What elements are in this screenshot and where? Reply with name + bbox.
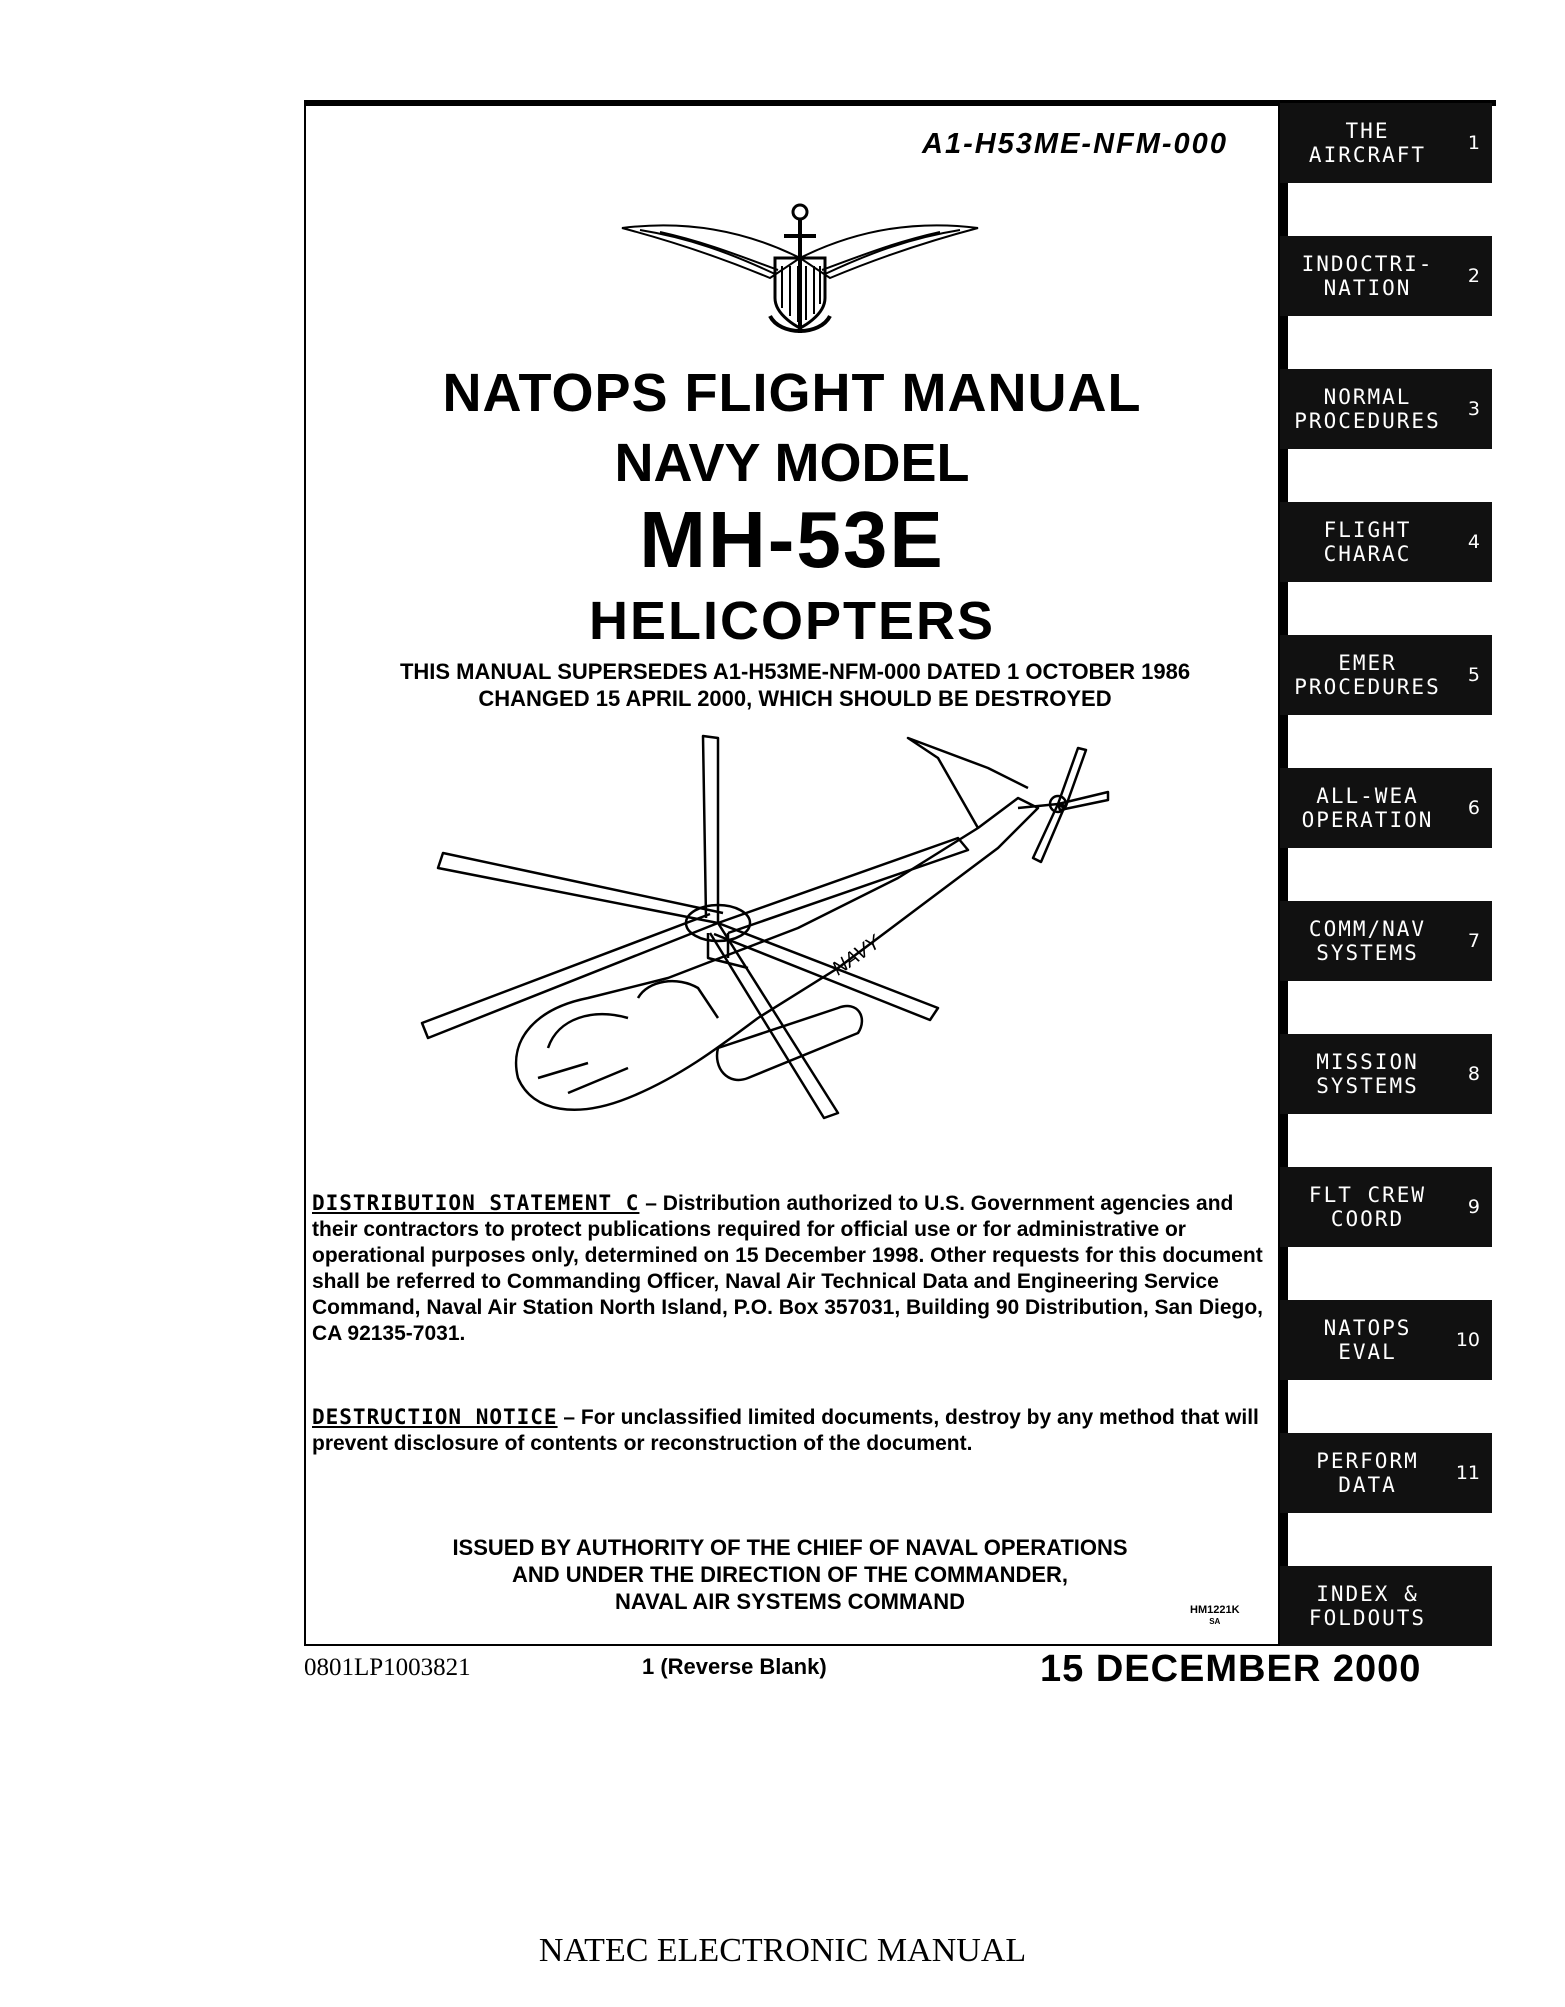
destruction-notice (312, 1404, 1272, 1457)
destruction-text: – For unclassified limited documents, destroy by any method that will prevent disclosure of contents or reconstruction of the document. (312, 1406, 1259, 1455)
tab-number: 5 (1467, 664, 1480, 686)
distribution-statement (312, 1190, 1272, 1347)
figure-code-main: HM1221K (1190, 1604, 1240, 1616)
tab-label: PERFORM DATA (1316, 1449, 1419, 1497)
tab-number: 2 (1467, 265, 1480, 287)
tab-indoctrination[interactable] (1280, 236, 1492, 316)
tab-number: 3 (1467, 398, 1480, 420)
issued-line-1: ISSUED BY AUTHORITY OF THE CHIEF OF NAVAL OPERATIONS (452, 1535, 1128, 1560)
title-line-1: NATOPS FLIGHT MANUAL (442, 363, 1142, 423)
issued-line-2: AND UNDER THE DIRECTION OF THE COMMANDER, (511, 1562, 1069, 1587)
helicopter-illustration (418, 718, 1178, 1138)
tab-all-wea-operation[interactable] (1280, 768, 1492, 848)
page-number: 1 (Reverse Blank) (642, 1654, 827, 1679)
distribution-heading: DISTRIBUTION STATEMENT C (312, 1191, 640, 1215)
helicopter-navy-text: NAVY (828, 931, 885, 981)
tab-comm-nav-systems[interactable] (1280, 901, 1492, 981)
title-line-2: NAVY MODEL (614, 433, 970, 493)
natec-footer: NATEC ELECTRONIC MANUAL (538, 1932, 1027, 1969)
section-tabs (1280, 103, 1496, 1646)
tab-number: 1 (1467, 132, 1480, 154)
tab-emer-procedures[interactable] (1280, 635, 1492, 715)
tab-spine (1280, 103, 1288, 1646)
lp-code: 0801LP1003821 (304, 1654, 471, 1681)
tab-label: NORMAL PROCEDURES (1294, 385, 1441, 433)
tab-number: 11 (1455, 1462, 1480, 1484)
tab-number: 6 (1467, 797, 1480, 819)
supersedes-line-2: CHANGED 15 APRIL 2000, WHICH SHOULD BE DESTROYED (478, 686, 1112, 711)
tab-label: NATOPS EVAL (1323, 1316, 1412, 1364)
tab-label: ALL-WEA OPERATION (1301, 784, 1434, 832)
tab-number: 10 (1455, 1329, 1480, 1351)
tab-label: INDEX & FOLDOUTS (1308, 1582, 1427, 1630)
tab-the-aircraft[interactable] (1280, 103, 1492, 183)
tab-label: THE AIRCRAFT (1308, 119, 1427, 167)
tab-mission-systems[interactable] (1280, 1034, 1492, 1114)
tab-index-foldouts[interactable] (1280, 1566, 1492, 1646)
tab-number: 9 (1467, 1196, 1480, 1218)
supersedes-notice (320, 658, 1270, 712)
tab-label: INDOCTRI- NATION (1301, 252, 1434, 300)
tab-label: EMER PROCEDURES (1294, 651, 1441, 699)
tab-flt-crew-coord[interactable] (1280, 1167, 1492, 1247)
supersedes-line-1: THIS MANUAL SUPERSEDES A1-H53ME-NFM-000 DATED 1 OCTOBER 1986 (399, 659, 1191, 684)
figure-code (1190, 1604, 1240, 1628)
tab-label: COMM/NAV SYSTEMS (1308, 917, 1427, 965)
issue-date: 15 DECEMBER 2000 (1040, 1648, 1422, 1690)
tab-label: MISSION SYSTEMS (1316, 1050, 1419, 1098)
naval-aviator-wings-emblem (620, 198, 980, 338)
tab-natops-eval[interactable] (1280, 1300, 1492, 1380)
issued-by-authority (330, 1534, 1250, 1615)
figure-code-sub: SA (1209, 1617, 1221, 1626)
distribution-text: – Distribution authorized to U.S. Government agencies and their contractors to protect publications required for official use or for administrative or operational purposes only, determined on 15 December 1998. Other requests for this document shall be referred to Commanding Officer, Naval Air Technical Data and Engineering Service Command, Naval Air Station North Island, P.O. Box 357031, Building 90 Distribution, San Diego, CA 92135-7031. (312, 1192, 1264, 1345)
tab-number: 8 (1467, 1063, 1480, 1085)
tab-number: 7 (1467, 930, 1480, 952)
tab-normal-procedures[interactable] (1280, 369, 1492, 449)
tab-perform-data[interactable] (1280, 1433, 1492, 1513)
title-line-4: HELICOPTERS (588, 591, 996, 651)
destruction-heading: DESTRUCTION NOTICE (312, 1405, 558, 1429)
tab-label: FLIGHT CHARAC (1323, 518, 1412, 566)
tab-number: 4 (1467, 531, 1480, 553)
title-model: MH-53E (639, 495, 945, 584)
tab-label: FLT CREW COORD (1308, 1183, 1427, 1231)
tab-flight-charac[interactable] (1280, 502, 1492, 582)
document-number: A1-H53ME-NFM-000 (922, 128, 1228, 160)
issued-line-3: NAVAL AIR SYSTEMS COMMAND (615, 1589, 965, 1614)
